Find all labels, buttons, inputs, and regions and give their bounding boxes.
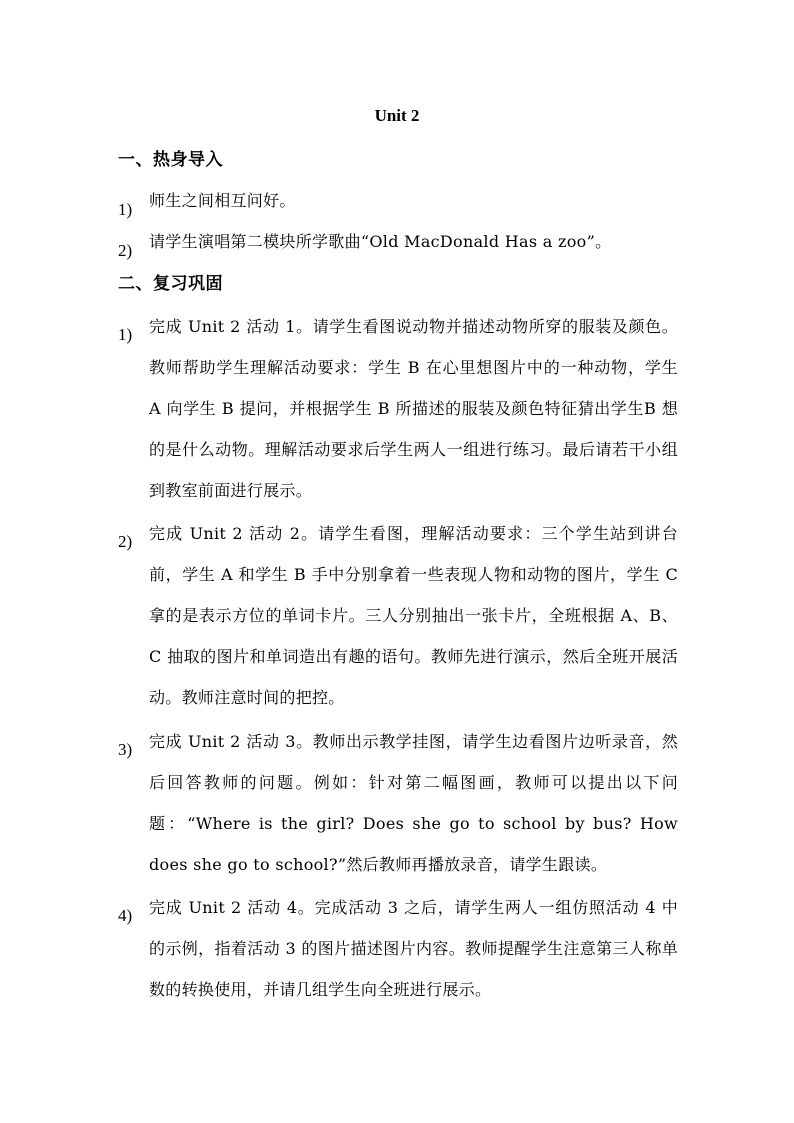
list-item — [118, 721, 678, 885]
item-number: 2) — [118, 241, 133, 260]
item-text: 完成 Unit 2 活动 2。请学生看图，理解活动要求：三个学生站到讲台前，学生 A 和学生 B 手中分别拿着一些表现人物和动物的图片，学生 C 拿的是表示方位的单词卡片。三人分别抽出一张卡片，全班根据 A、B、C 抽取的图片和单词造出有趣的语句。教师先进行演示，然后全班开展活动。教师注意时间的把控。 — [149, 524, 678, 707]
section-heading-warmup: 一、热身导入 — [118, 150, 223, 170]
list-item — [118, 887, 678, 1010]
document-title: Unit 2 — [374, 106, 420, 125]
section-heading-review: 二、复习巩固 — [118, 274, 223, 294]
item-text: 请学生演唱第二模块所学歌曲“Old MacDonald Has a zoo”。 — [149, 232, 612, 251]
list-item — [118, 513, 678, 718]
item-text: 完成 Unit 2 活动 4。完成活动 3 之后，请学生两人一组仿照活动 4 中的示例，指着活动 3 的图片描述图片内容。教师提醒学生注意第三人称单数的转换使用，并请几组学生向全班进行展示。 — [149, 898, 678, 999]
list-item — [118, 230, 678, 260]
list-item — [118, 189, 678, 219]
item-number: 1) — [118, 325, 133, 344]
item-text: 完成 Unit 2 活动 1。请学生看图说动物并描述动物所穿的服装及颜色。教师帮助学生理解活动要求：学生 B 在心里想图片中的一种动物，学生 A 向学生 B 提问，并根据学生 B 所描述的服装及颜色特征猜出学生B 想的是什么动物。理解活动要求后学生两人一组进行练习。最后请若干小组到教室前面进行展示。 — [149, 317, 678, 500]
item-number: 3) — [118, 740, 133, 759]
list-item — [118, 306, 678, 511]
item-number: 4) — [118, 906, 133, 925]
item-text: 师生之间相互问好。 — [149, 191, 296, 210]
item-number: 2) — [118, 532, 133, 551]
item-number: 1) — [118, 200, 133, 219]
item-text: 完成 Unit 2 活动 3。教师出示教学挂图，请学生边看图片边听录音，然后回答教师的问题。例如：针对第二幅图画，教师可以提出以下问题：“Where is the girl? Does she go to school by bus? How does she go to school?”然后教师再播放录音，请学生跟读。 — [149, 732, 678, 874]
